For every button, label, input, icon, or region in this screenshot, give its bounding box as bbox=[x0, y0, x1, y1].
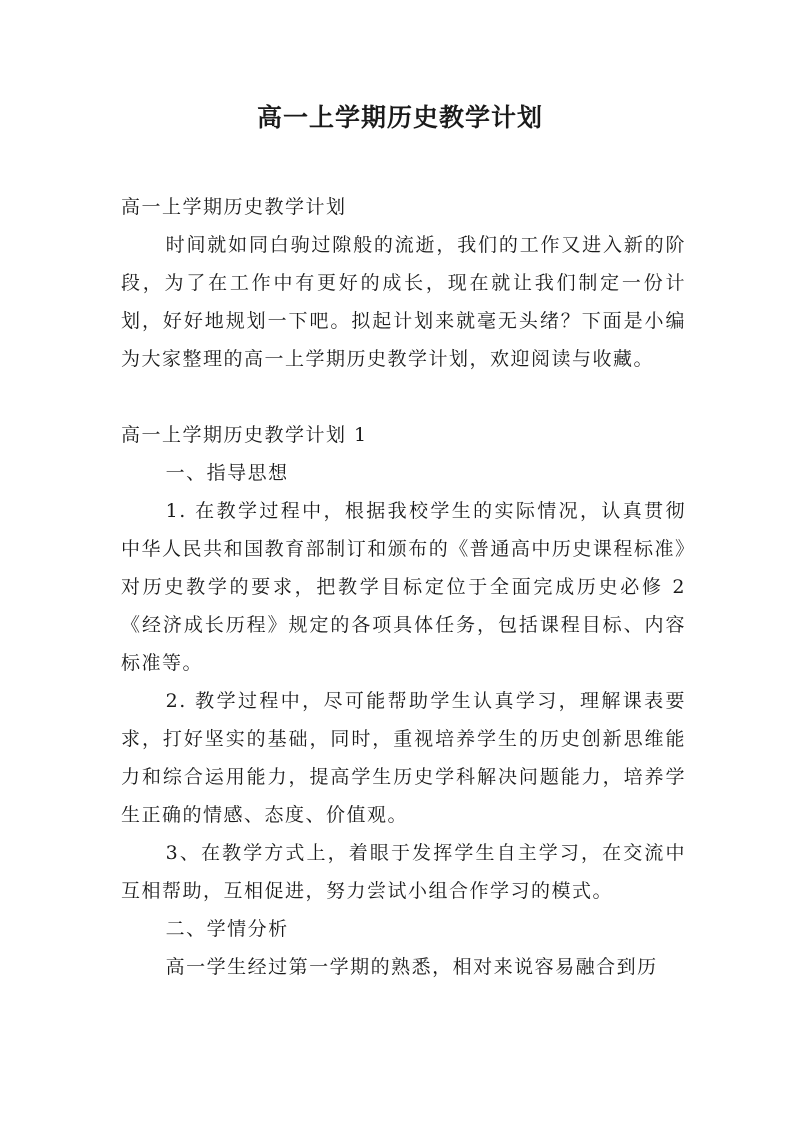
point-1-paragraph: 1. 在教学过程中，根据我校学生的实际情况，认真贯彻中华人民共和国教育部制订和颁布的《普通高中历史课程标准》对历史教学的要求，把教学目标定位于全面完成历史必修 2《经济成长历程》规定的各项具体任务，包括课程目标、内容标准等。 bbox=[121, 500, 686, 674]
intro-paragraph: 时间就如同白驹过隙般的流逝，我们的工作又进入新的阶段，为了在工作中有更好的成长，现在就让我们制定一份计划，好好地规划一下吧。拟起计划来就毫无头绪？下面是小编为大家整理的高一上学期历史教学计划，欢迎阅读与收藏。 bbox=[121, 234, 686, 370]
student-analysis-paragraph: 高一学生经过第一学期的熟悉，相对来说容易融合到历 bbox=[165, 956, 658, 978]
point-2-paragraph: 2. 教学过程中，尽可能帮助学生认真学习，理解课表要求，打好坚实的基础，同时，重视培养学生的历史创新思维能力和综合运用能力，提高学生历史学科解决问题能力，培养学生正确的情感、态度、价值观。 bbox=[121, 690, 686, 826]
section-heading: 高一上学期历史教学计划 1 bbox=[121, 424, 368, 446]
paragraph-spacer bbox=[121, 378, 686, 416]
document-body bbox=[121, 188, 686, 986]
part-heading-student-analysis: 二、学情分析 bbox=[165, 918, 289, 940]
part-heading-guiding-ideology: 一、指导思想 bbox=[165, 462, 289, 484]
point-3-paragraph: 3、在教学方式上，着眼于发挥学生自主学习，在交流中互相帮助，互相促进，努力尝试小组合作学习的模式。 bbox=[121, 842, 686, 902]
intro-heading: 高一上学期历史教学计划 bbox=[121, 196, 347, 218]
document-title: 高一上学期历史教学计划 bbox=[256, 103, 543, 132]
